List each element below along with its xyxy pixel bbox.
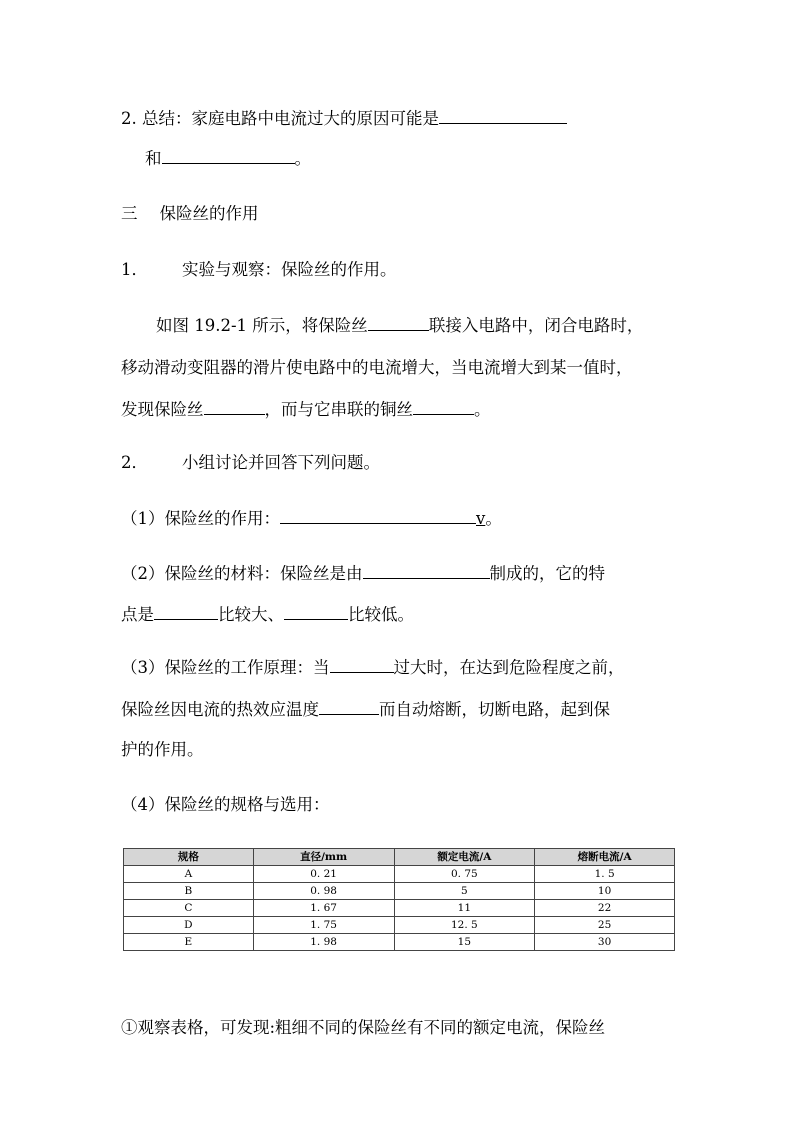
table-cell: 0. 75 <box>394 866 535 883</box>
table-cell: 30 <box>535 934 675 951</box>
question-text: （1）保险丝的作用： <box>121 509 280 528</box>
question-text: 制成的，它的特 <box>489 564 605 583</box>
question-text: （4）保险丝的规格与选用： <box>121 795 330 814</box>
answer-blank[interactable] <box>284 602 348 620</box>
observation-line <box>121 1016 605 1040</box>
period: 。 <box>485 509 502 528</box>
summary-question-line-2 <box>145 146 311 171</box>
header-cell: 直径/mm <box>253 849 394 866</box>
table-cell: 22 <box>535 900 675 917</box>
item-number: 2． <box>121 453 148 472</box>
question-text: 过大时，在达到危险程度之前， <box>393 658 625 677</box>
answer-blank[interactable] <box>439 106 567 124</box>
question-text: 护的作用。 <box>121 740 204 759</box>
answer-blank[interactable] <box>204 397 265 415</box>
table-cell: E <box>124 934 254 951</box>
table-cell: C <box>124 900 254 917</box>
material-question-line-1 <box>121 561 605 586</box>
answer-blank[interactable] <box>280 506 476 524</box>
question-text: 比较大、 <box>218 605 284 624</box>
fuse-spec-table <box>123 848 675 951</box>
blank-tail: v <box>476 509 486 528</box>
header-cell: 额定电流/A <box>394 849 535 866</box>
question-text: 点是 <box>121 605 154 624</box>
item-number: 1． <box>121 260 148 279</box>
table-cell: 11 <box>394 900 535 917</box>
period: 。 <box>294 149 311 168</box>
and-text: 和 <box>145 149 162 168</box>
answer-blank[interactable] <box>363 561 490 579</box>
table-cell: 1. 75 <box>253 917 394 934</box>
experiment-paragraph-line-3 <box>121 397 491 422</box>
question-text: （3）保险丝的工作原理：当 <box>121 658 330 677</box>
question-number: 2. <box>121 109 137 128</box>
table-row <box>124 900 675 917</box>
table-cell: 1. 67 <box>253 900 394 917</box>
table-cell: 10 <box>535 883 675 900</box>
principle-question-line-1 <box>121 655 625 680</box>
table-cell: B <box>124 883 254 900</box>
spec-question-line <box>121 793 330 817</box>
answer-blank[interactable] <box>154 602 218 620</box>
table-cell: 1. 98 <box>253 934 394 951</box>
function-question-line <box>121 506 502 531</box>
item-1-line <box>121 258 397 282</box>
table-cell: 12. 5 <box>394 917 535 934</box>
item-2-line <box>121 451 380 475</box>
experiment-paragraph-line-1 <box>156 313 643 338</box>
paragraph-text: 联接入电路中，闭合电路时， <box>428 316 644 335</box>
table-cell: 5 <box>394 883 535 900</box>
principle-question-line-2 <box>121 697 610 722</box>
table-cell: D <box>124 917 254 934</box>
header-cell: 熔断电流/A <box>535 849 675 866</box>
item-text: 小组讨论并回答下列问题。 <box>182 453 380 472</box>
material-question-line-2 <box>121 602 414 627</box>
answer-blank[interactable] <box>413 397 474 415</box>
answer-blank[interactable] <box>368 313 429 331</box>
table-cell: 25 <box>535 917 675 934</box>
answer-blank[interactable] <box>162 146 295 164</box>
section-heading <box>121 202 259 226</box>
table-row <box>124 883 675 900</box>
table-cell: A <box>124 866 254 883</box>
table-cell: 15 <box>394 934 535 951</box>
answer-blank[interactable] <box>330 655 394 673</box>
paragraph-text: 移动滑动变阻器的滑片使电路中的电流增大，当电流增大到某一值时， <box>121 358 633 377</box>
table-row <box>124 917 675 934</box>
question-text: 保险丝因电流的热效应温度 <box>121 700 319 719</box>
table-cell: 1. 5 <box>535 866 675 883</box>
table-cell: 0. 98 <box>253 883 394 900</box>
table-row <box>124 934 675 951</box>
table-row <box>124 866 675 883</box>
answer-blank[interactable] <box>319 697 379 715</box>
experiment-paragraph-line-2 <box>121 356 633 380</box>
section-title: 保险丝的作用 <box>159 204 259 223</box>
item-text: 实验与观察：保险丝的作用。 <box>182 260 397 279</box>
question-text: （2）保险丝的材料：保险丝是由 <box>121 564 363 583</box>
table-cell: 0. 21 <box>253 866 394 883</box>
question-text: 总结：家庭电路中电流过大的原因可能是 <box>142 109 439 128</box>
section-number: 三 <box>121 204 138 223</box>
table-header-row <box>124 849 675 866</box>
paragraph-text: 发现保险丝 <box>121 400 204 419</box>
paragraph-text: 如图 19.2-1 所示，将保险丝 <box>156 316 368 335</box>
paragraph-text: ，而与它串联的铜丝 <box>264 400 413 419</box>
header-cell: 规格 <box>124 849 254 866</box>
principle-question-line-3 <box>121 738 204 762</box>
observation-text: ①观察表格，可发现:粗细不同的保险丝有不同的额定电流，保险丝 <box>121 1018 606 1037</box>
question-text: 比较低。 <box>348 605 414 624</box>
question-text: 而自动熔断，切断电路，起到保 <box>379 700 610 719</box>
paragraph-text: 。 <box>474 400 491 419</box>
summary-question-line-1 <box>121 106 567 131</box>
